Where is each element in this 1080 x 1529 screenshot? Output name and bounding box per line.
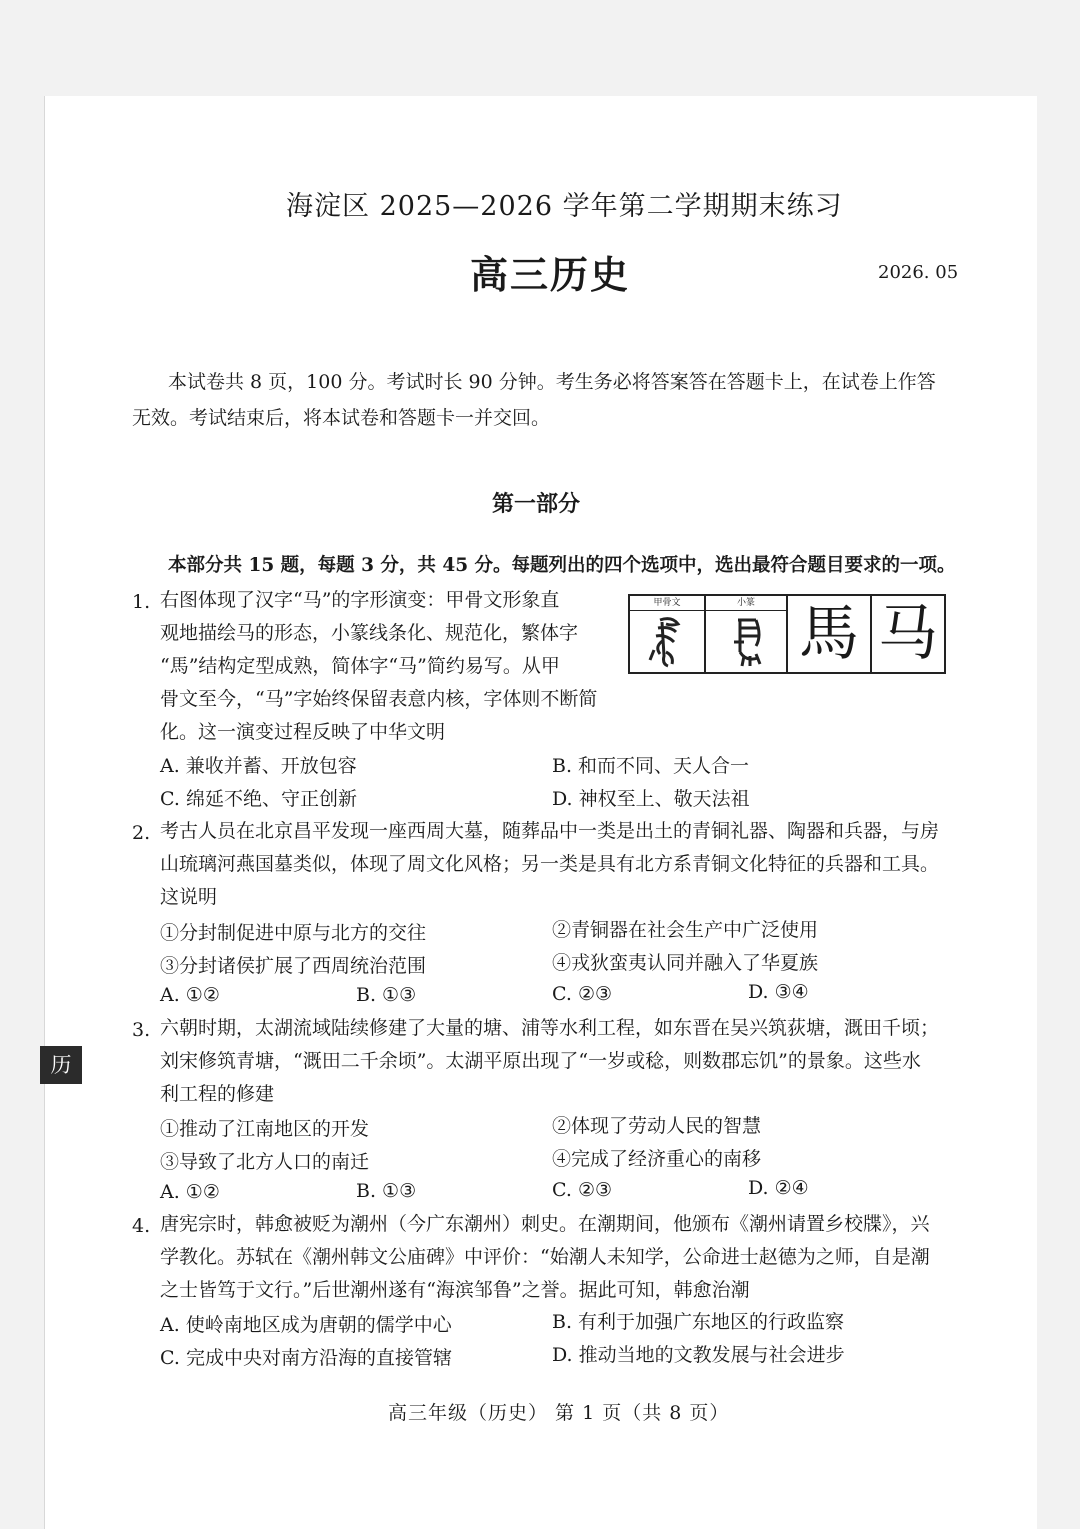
question-3-statement-2: ②体现了劳动人民的智慧	[552, 1115, 762, 1137]
question-2-option-c: C. ②③	[552, 983, 613, 1005]
traditional-horse-char: 馬	[799, 599, 859, 669]
instructions-line-1: 本试卷共 8 页，100 分。考试时长 90 分钟。考生务必将答案答在答题卡上，在试卷上作答	[168, 371, 936, 393]
question-2-statement-1: ①分封制促进中原与北方的交往	[160, 922, 427, 944]
question-4-line: 学教化。苏轼在《潮州韩文公庙碑》中评价：“始潮人未知学，公命进士赵德为之师，自是潮	[160, 1246, 930, 1268]
question-1-option-b: B. 和而不同、天人合一	[552, 755, 750, 777]
question-1-line: “馬”结构定型成熟，简体字“马”简约易写。从甲	[160, 655, 560, 677]
question-4-option-b: B. 有利于加强广东地区的行政监察	[552, 1311, 845, 1333]
simplified-cell	[872, 596, 944, 672]
exam-title: 海淀区 2025—2026 学年第二学期期末练习	[286, 191, 843, 222]
question-3-statement-4: ④完成了经济重心的南移	[552, 1148, 762, 1170]
question-2-line: 考古人员在北京昌平发现一座西周大墓，随葬品中一类是出土的青铜礼器、陶器和兵器，与房	[160, 820, 940, 842]
question-3-option-d: D. ②④	[748, 1177, 809, 1199]
question-2-statement-3: ③分封诸侯扩展了西周统治范围	[160, 955, 427, 977]
simplified-horse-char: 马	[878, 599, 938, 669]
question-2-option-a: A. ①②	[160, 984, 220, 1006]
question-2-line: 山琉璃河燕国墓类似，体现了周文化风格；另一类是具有北方系青铜文化特征的兵器和工具。	[160, 853, 940, 875]
question-1-line: 观地描绘马的形态，小篆线条化、规范化，繁体字	[160, 622, 579, 644]
oracle-bone-label: 甲骨文	[630, 596, 704, 611]
exam-date: 2026. 05	[878, 262, 959, 283]
subject-side-tab: 历	[40, 1046, 82, 1084]
question-1-option-a: A. 兼收并蓄、开放包容	[160, 755, 357, 777]
question-4-line: 唐宪宗时，韩愈被贬为潮州（今广东潮州）刺史。在潮期间，他颁布《潮州请置乡校牒》，兴	[160, 1213, 930, 1235]
section-title: 第一部分	[492, 491, 581, 517]
question-1-line: 右图体现了汉字“马”的字形演变：甲骨文形象直	[160, 589, 560, 611]
question-3-statement-1: ①推动了江南地区的开发	[160, 1118, 370, 1140]
question-2-statement-4: ④戎狄蛮夷认同并融入了华夏族	[552, 952, 819, 974]
question-2-option-d: D. ③④	[748, 981, 809, 1003]
question-4-option-c: C. 完成中央对南方沿海的直接管辖	[160, 1347, 452, 1369]
question-3-line: 六朝时期，太湖流域陆续修建了大量的塘、浦等水利工程，如东晋在吴兴筑荻塘，溉田千顷；	[160, 1017, 940, 1039]
question-1-option-c: C. 绵延不绝、守正创新	[160, 788, 357, 810]
question-3-line: 刘宋修筑青塘，“溉田二千余顷”。太湖平原出现了“一岁或稔，则数郡忘饥”的景象。这些水	[160, 1050, 921, 1072]
seal-script-cell	[706, 596, 788, 672]
question-3-number: 3.	[132, 1019, 151, 1041]
question-1-line: 化。这一演变过程反映了中华文明	[160, 721, 446, 743]
question-4-line: 之士皆笃于文行。”后世潮州遂有“海滨邹鲁”之誉。据此可知，韩愈治潮	[160, 1279, 750, 1301]
question-4-number: 4.	[132, 1215, 151, 1237]
question-2-line: 这说明	[160, 886, 218, 908]
subject-title: 高三历史	[470, 252, 631, 297]
question-2-statement-2: ②青铜器在社会生产中广泛使用	[552, 919, 819, 941]
question-4-option-d: D. 推动当地的文教发展与社会进步	[552, 1344, 845, 1366]
seal-script-label: 小篆	[706, 596, 786, 611]
oracle-bone-horse-glyph	[632, 612, 704, 670]
question-3-option-c: C. ②③	[552, 1179, 613, 1201]
oracle-bone-cell	[630, 596, 706, 672]
question-1-line: 骨文至今，“马”字始终保留表意内核，字体则不断简	[160, 688, 598, 710]
question-3-option-a: A. ①②	[160, 1181, 220, 1203]
question-3-option-b: B. ①③	[356, 1180, 417, 1202]
question-3-statement-3: ③导致了北方人口的南迁	[160, 1151, 370, 1173]
seal-script-horse-glyph	[708, 612, 786, 670]
question-1-number: 1.	[132, 591, 151, 613]
question-4-option-a: A. 使岭南地区成为唐朝的儒学中心	[160, 1314, 452, 1336]
section-intro: 本部分共 15 题，每题 3 分，共 45 分。每题列出的四个选项中，选出最符合题目要求的一项。	[168, 555, 956, 576]
character-evolution-table	[628, 594, 946, 674]
question-3-line: 利工程的修建	[160, 1083, 275, 1105]
traditional-cell	[788, 596, 872, 672]
question-1-option-d: D. 神权至上、敬天法祖	[552, 788, 750, 810]
question-2-option-b: B. ①③	[356, 984, 417, 1006]
page-footer: 高三年级（历史） 第 1 页（共 8 页）	[388, 1402, 730, 1424]
instructions-line-2: 无效。考试结束后，将本试卷和答题卡一并交回。	[132, 407, 551, 429]
question-2-number: 2.	[132, 822, 151, 844]
